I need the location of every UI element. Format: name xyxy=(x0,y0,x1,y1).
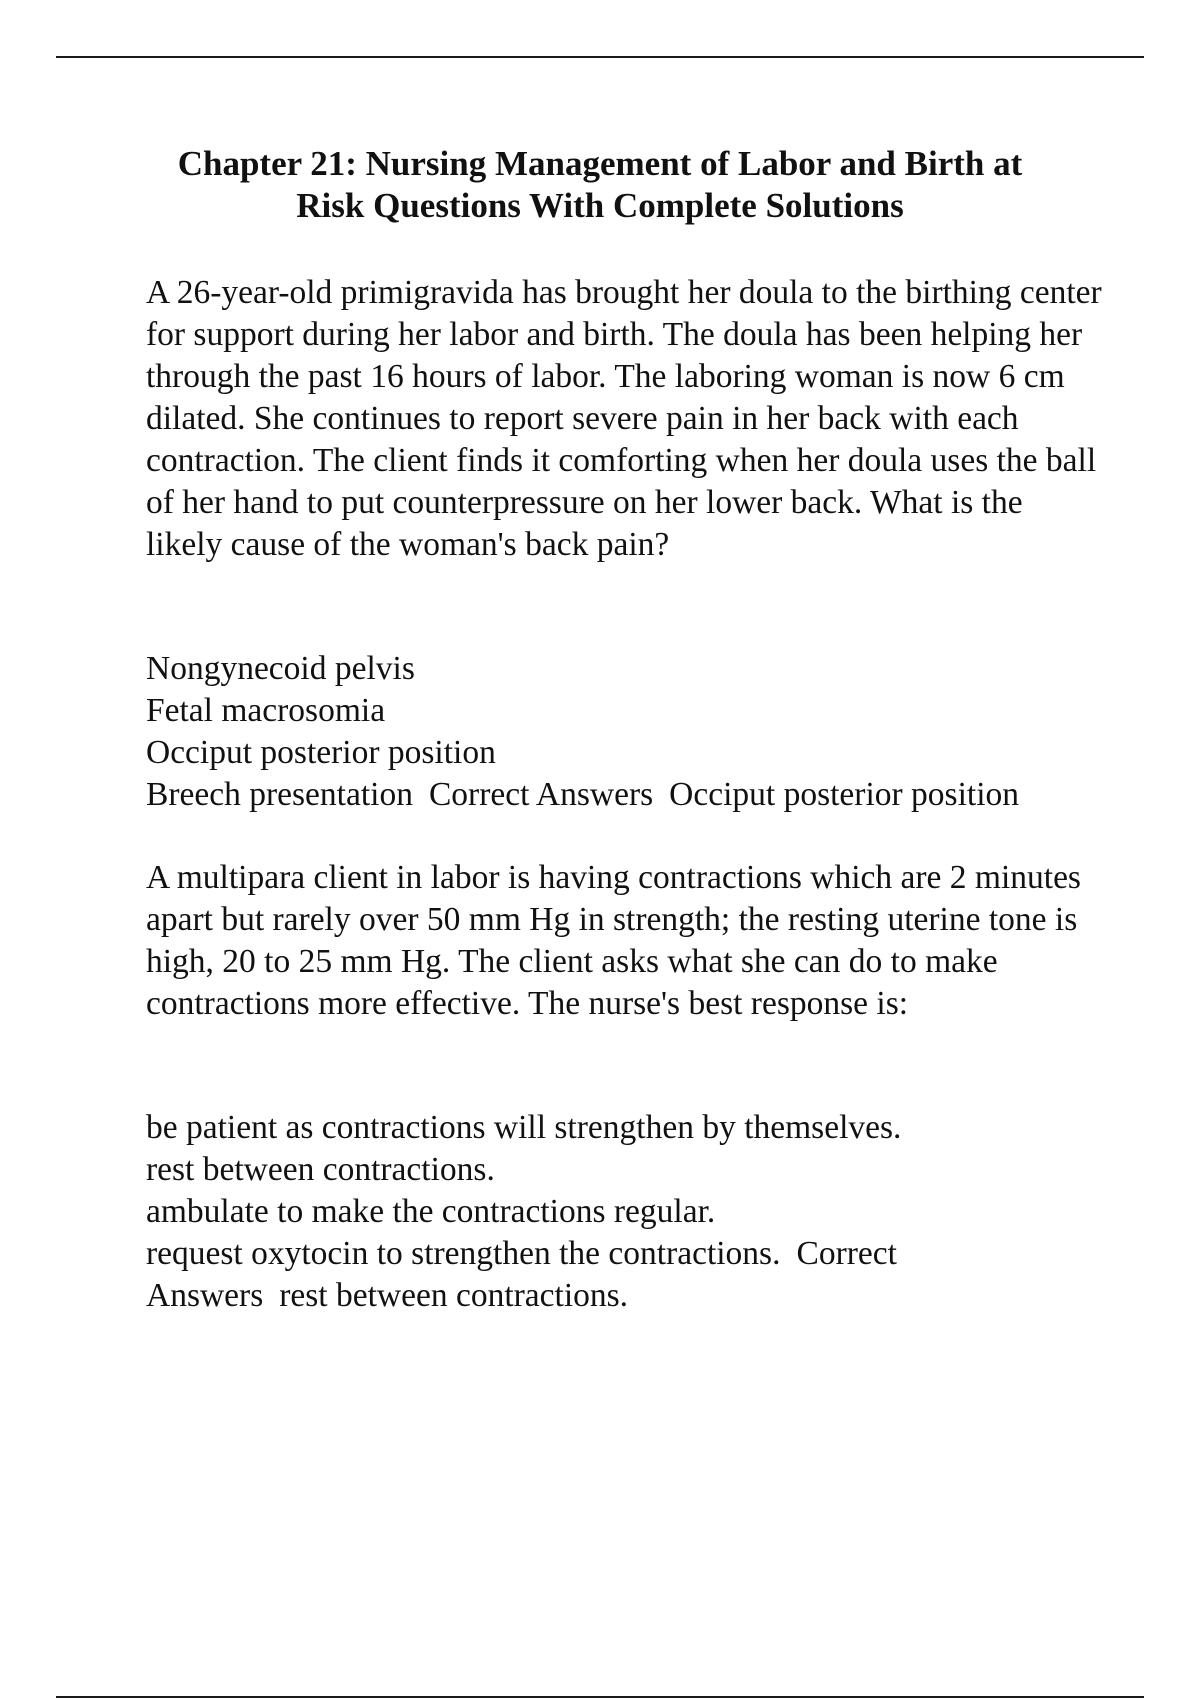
question-1-options xyxy=(146,648,1106,816)
question-2-answer-line-1 xyxy=(146,1233,1106,1275)
title-line-1: Chapter 21: Nursing Management of Labor and Birth at xyxy=(177,144,1023,183)
question-2-option-2: rest between contractions. xyxy=(146,1151,495,1188)
question-2-answer: rest between contractions. xyxy=(279,1277,629,1314)
question-1-answer-label: Correct Answers xyxy=(428,776,654,813)
question-1-answer-line xyxy=(146,774,1106,816)
question-2-option-3: ambulate to make the contractions regular. xyxy=(146,1193,716,1230)
question-2-stem: A multipara client in labor is having contractions which are 2 minutes apart but rarely over 50 mm Hg in strength; the resting uterine tone is high, 20 to 25 mm Hg. The client asks what she can do to make contractions more effective. The nurse's best response is: xyxy=(146,859,1081,1022)
question-2-answer-label-part-1: Correct xyxy=(796,1235,897,1272)
question-1-option-2: Fetal macrosomia xyxy=(146,692,386,729)
question-1-answer: Occiput posterior position xyxy=(669,776,1020,813)
question-2-options xyxy=(146,1107,1106,1317)
question-2-option-1: be patient as contractions will strengthen by themselves. xyxy=(146,1109,902,1146)
question-1-option-4: Breech presentation xyxy=(146,776,413,813)
question-1-option-3: Occiput posterior position xyxy=(146,734,496,771)
bottom-divider xyxy=(56,1696,1144,1698)
question-2-option-4: request oxytocin to strengthen the contractions. xyxy=(146,1235,781,1272)
page-title xyxy=(100,143,1100,227)
question-1-option-1: Nongynecoid pelvis xyxy=(146,650,415,687)
question-2-answer-line-2 xyxy=(146,1275,1106,1317)
question-2-answer-label-part-2: Answers xyxy=(146,1277,264,1314)
title-line-2: Risk Questions With Complete Solutions xyxy=(296,186,904,225)
top-divider xyxy=(56,56,1144,58)
question-1-stem: A 26-year-old primigravida has brought her doula to the birthing center for support during her labor and birth. The doula has been helping her through the past 16 hours of labor. The laboring woman is now 6 cm dilated. She continues to report severe pain in her back with each contraction. The client finds it comforting when her doula uses the ball of her hand to put counterpressure on her lower back. What is the likely cause of the woman's back pain? xyxy=(146,274,1102,563)
